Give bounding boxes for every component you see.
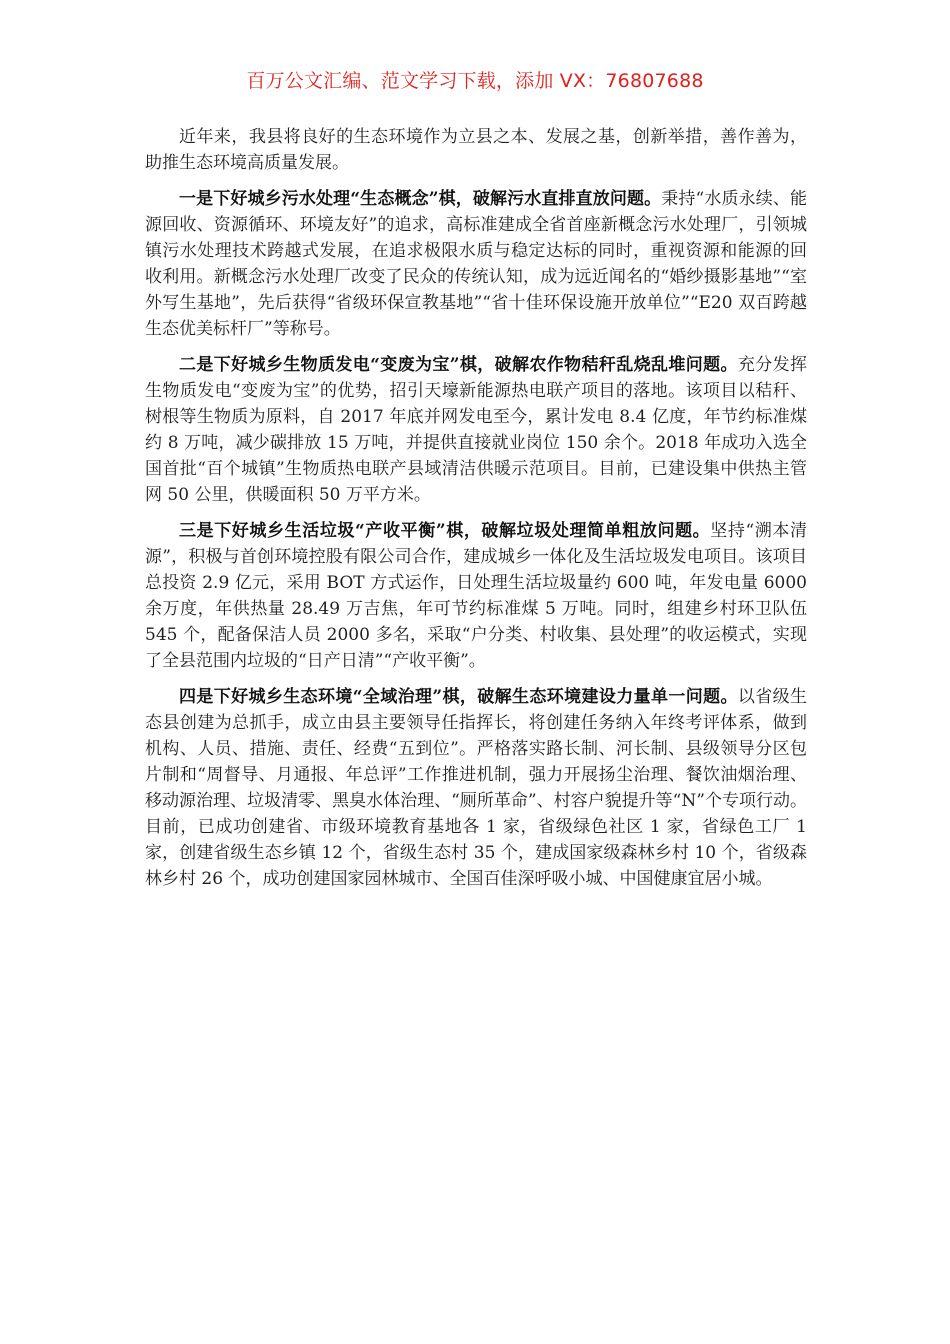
section-heading-4: 四是下好城乡生态环境“全域治理”棋，破解生态环境建设力量单一问题。 (179, 687, 738, 707)
section-body-2: 充分发挥生物质发电“变废为宝”的优势，招引天壕新能源热电联产项目的落地。该项目以秸秆、树根等生物质为原料，自 2017 年底并网发电至今，累计发电 8.4 亿度，年节约标准煤约 8 万吨，减少碳排放 15 万吨，并提供直接就业岗位 150 余个。2018 年成功入选全国首批“百个城镇”生物质热电联产县域清洁供暖示范项目。目前，已建设集中供热主管网 50 公里，供暖面积 50 万平方米。 (145, 355, 807, 505)
section-paragraph-1 (145, 186, 807, 342)
section-paragraph-3 (145, 518, 807, 674)
section-heading-2: 二是下好城乡生物质发电“变废为宝”棋，破解农作物秸秆乱烧乱堆问题。 (179, 355, 738, 375)
document-body (145, 124, 807, 902)
section-heading-3: 三是下好城乡生活垃圾“产收平衡”棋，破解垃圾处理简单粗放问题。 (179, 521, 711, 541)
section-heading-1: 一是下好城乡污水处理“生态概念”棋，破解污水直排直放问题。 (179, 189, 662, 209)
section-body-3: 坚持“溯本清源”，积极与首创环境控股有限公司合作，建成城乡一体化及生活垃圾发电项目。该项目总投资 2.9 亿元，采用 BOT 方式运作，日处理生活垃圾量约 600 吨，年发电量 6000 余万度，年供热量 28.49 万吉焦，年可节约标准煤 5 万吨。同时，组建乡村环卫队伍 545 个，配备保洁人员 2000 多名，采取“户分类、村收集、县处理”的收运模式，实现了全县范围内垃圾的“日产日清”“产收平衡”。 (145, 521, 807, 671)
section-paragraph-4 (145, 684, 807, 892)
header-banner: 百万公文汇编、范文学习下载，添加 VX：76807688 (246, 70, 704, 92)
section-body-4: 以省级生态县创建为总抓手，成立由县主要领导任指挥长，将创建任务纳入年终考评体系，做到机构、人员、措施、责任、经费“五到位”。严格落实路长制、河长制、县级领导分区包片制和“周督导、月通报、年总评”工作推进机制，强力开展扬尘治理、餐饮油烟治理、移动源治理、垃圾清零、黑臭水体治理、“厕所革命”、村容户貌提升等“N”个专项行动。目前，已成功创建省、市级环境教育基地各 1 家，省级绿色社区 1 家，省绿色工厂 1 家，创建省级生态乡镇 12 个，省级生态村 35 个，建成国家级森林乡村 10 个，省级森林乡村 26 个，成功创建国家园林城市、全国百佳深呼吸小城、中国健康宜居小城。 (145, 687, 807, 889)
section-paragraph-2 (145, 352, 807, 508)
intro-paragraph: 近年来，我县将良好的生态环境作为立县之本、发展之基，创新举措，善作善为，助推生态环境高质量发展。 (145, 127, 807, 173)
section-body-1: 秉持“水质永续、能源回收、资源循环、环境友好”的追求，高标准建成全省首座新概念污水处理厂，引领城镇污水处理技术跨越式发展，在追求极限水质与稳定达标的同时，重视资源和能源的回收利用。新概念污水处理厂改变了民众的传统认知，成为远近闻名的“婚纱摄影基地”“室外写生基地”，先后获得“省级环保宣教基地”“省十佳环保设施开放单位”“E20 双百跨越生态优美标杆厂”等称号。 (145, 189, 807, 339)
